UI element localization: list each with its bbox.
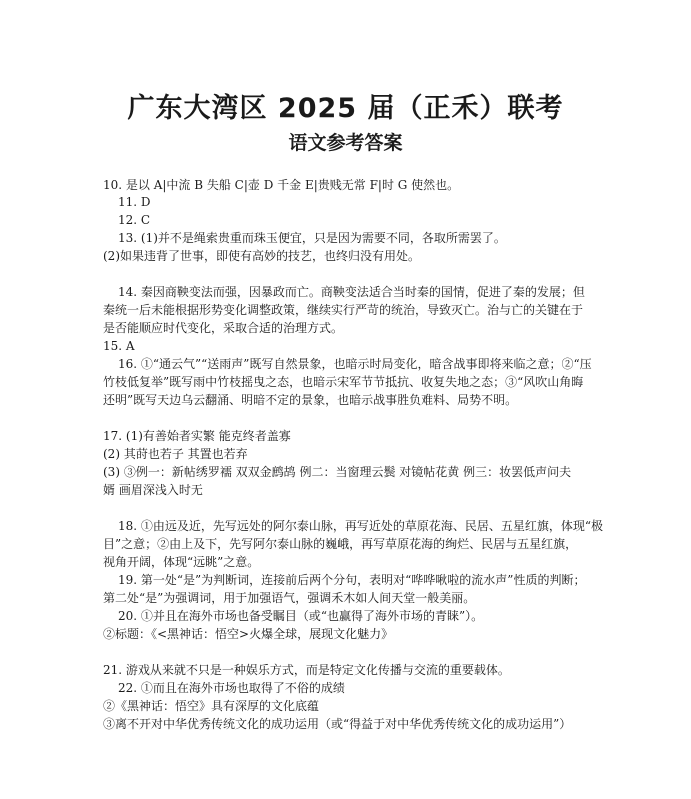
answer-q22-line2: ②《黑神话：悟空》具有深厚的文化底蕴 <box>103 699 320 713</box>
answer-q11: 11. D <box>118 195 151 209</box>
answer-q17-line3: (3) ③例一：新帖绣罗襦 双双金鹧鸪 例二：当窗理云鬓 对镜帖花黄 例三：妆罢低声问夫 <box>103 465 572 479</box>
answer-q22-line3: ③离不开对中华优秀传统文化的成功运用（或“得益于对中华优秀传统文化的成功运用”） <box>103 717 572 731</box>
answer-q20-line2: ②标题：《<黑神话：悟空>火爆全球，展现文化魅力》 <box>103 627 394 641</box>
answer-q10: 10. 是以 A|中流 B 失船 C|壶 D 千金 E|贵贱无常 F|时 G 使然也。 <box>103 178 460 192</box>
answer-q22-line1: 22. ①而且在海外市场也取得了不俗的成绩 <box>118 681 345 695</box>
answer-q20-line1: 20. ①并且在海外市场也备受瞩目（或“也赢得了海外市场的青睐”）。 <box>118 609 484 623</box>
answer-q17-line1: 17. (1)有善始者实繁 能克终者盖寡 <box>103 429 291 443</box>
answer-q17-line4: 婿 画眉深浅入时无 <box>103 483 203 497</box>
page-subtitle: 语文参考答案 <box>288 132 403 154</box>
answer-q13-line2: (2)如果违背了世事，即使有高妙的技艺，也终归没有用处。 <box>103 249 421 263</box>
answer-q17-line2: (2) 其莳也若子 其置也若弃 <box>103 447 248 461</box>
answer-q16-line3: 还明”既写天边乌云翻涌、明暗不定的景象，也暗示战事胜负难料、局势不明。 <box>103 393 518 407</box>
answer-q19-line2: 第二处“是”为强调词，用于加强语气，强调禾木如人间天堂一般美丽。 <box>103 591 476 605</box>
answer-q18-line1: 18. ①由远及近，先写远处的阿尔泰山脉，再写近处的草原花海、民居、五星红旗，体现“极 <box>118 519 604 533</box>
answer-q16-line1: 16. ①“通云气”“送雨声”既写自然景象，也暗示时局变化，暗含战事即将来临之意；②“压 <box>118 357 592 371</box>
answer-q14-line2: 秦统一后未能根据形势变化调整政策，继续实行严苛的统治，导致灭亡。治与亡的关键在于 <box>103 303 584 317</box>
answer-q15: 15. A <box>103 339 135 353</box>
answer-q19-line1: 19. 第一处“是”为判断词，连接前后两个分句，表明对“哗哗啾啦的流水声”性质的判断； <box>118 573 586 587</box>
page-title: 广东大湾区 2025 届（正禾）联考 <box>127 93 564 124</box>
answer-q12: 12. C <box>118 213 151 227</box>
answer-q14-line3: 是否能顺应时代变化，采取合适的治理方式。 <box>103 321 344 335</box>
answer-q18-line2: 目”之意；②由上及下，先写阿尔泰山脉的巍峨，再写草原花海的绚烂、民居与五星红旗， <box>103 537 578 551</box>
answer-q21: 21. 游戏从来就不只是一种娱乐方式，而是特定文化传播与交流的重要载体。 <box>103 663 510 677</box>
answer-q16-line2: 竹枝低复举”既写雨中竹枝摇曳之态，也暗示宋军节节抵抗、收复失地之态；③“风吹山角晦 <box>103 375 584 389</box>
answer-q13-line1: 13. (1)并不是绳索贵重而珠玉便宜，只是因为需要不同，各取所需罢了。 <box>118 231 506 245</box>
answer-q14-line1: 14. 秦因商鞅变法而强，因暴政而亡。商鞅变法适合当时秦的国情，促进了秦的发展；但 <box>118 285 585 299</box>
answer-q18-line3: 视角开阔，体现“远眺”之意。 <box>103 555 260 569</box>
